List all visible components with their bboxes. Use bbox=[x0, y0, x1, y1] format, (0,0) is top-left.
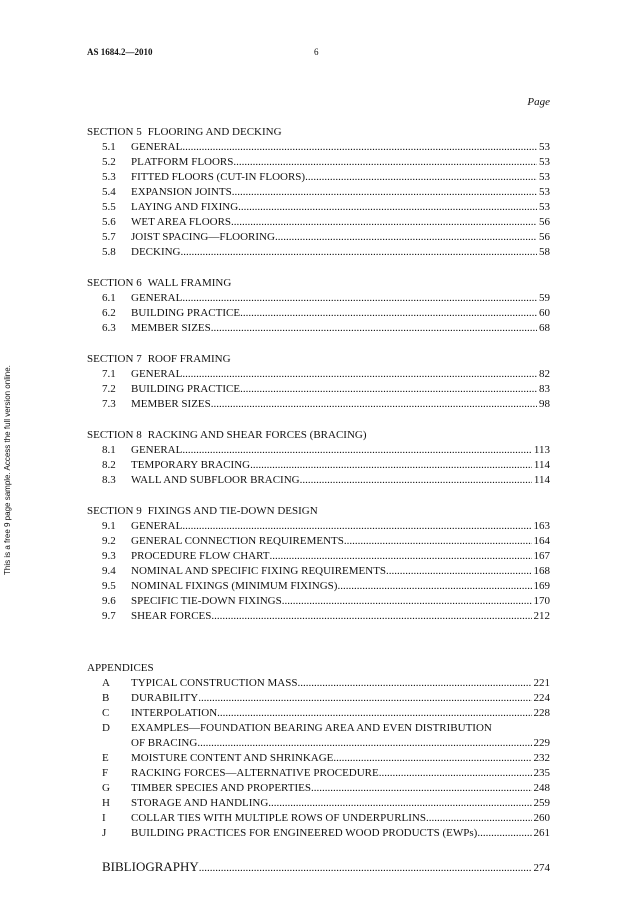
entry-title: INTERPOLATION bbox=[131, 707, 218, 719]
toc-entry[interactable] bbox=[87, 458, 550, 473]
toc-entry[interactable] bbox=[87, 306, 550, 321]
entry-number: 9.5 bbox=[102, 580, 116, 592]
entry-title: FITTED FLOORS (CUT-IN FLOORS) bbox=[131, 171, 306, 183]
appendix-entry[interactable] bbox=[87, 826, 550, 841]
leader-dots bbox=[250, 458, 532, 473]
entry-title: MOISTURE CONTENT AND SHRINKAGE bbox=[131, 752, 334, 764]
entry-title: WET AREA FLOORS bbox=[131, 216, 232, 228]
leader-dots bbox=[211, 609, 531, 624]
leader-dots bbox=[217, 706, 531, 721]
entry-number: 5.4 bbox=[102, 186, 116, 198]
appendix-entry[interactable] bbox=[87, 811, 550, 826]
toc-entry[interactable] bbox=[87, 594, 550, 609]
leader-dots bbox=[197, 736, 531, 751]
leader-dots bbox=[182, 443, 532, 458]
toc-entry[interactable] bbox=[87, 155, 550, 170]
appendix-entry[interactable] bbox=[87, 736, 550, 751]
toc-entry[interactable] bbox=[87, 140, 550, 155]
entry-page: 68 bbox=[539, 322, 550, 334]
table-of-contents bbox=[87, 124, 550, 877]
leader-dots bbox=[233, 155, 537, 170]
leader-dots bbox=[268, 796, 531, 811]
appendix-entry[interactable] bbox=[87, 766, 550, 781]
entry-page: 53 bbox=[539, 156, 550, 168]
entry-page: 53 bbox=[539, 201, 550, 213]
leader-dots bbox=[232, 185, 537, 200]
entry-page: 53 bbox=[539, 141, 550, 153]
toc-entry[interactable] bbox=[87, 367, 550, 382]
toc-entry[interactable] bbox=[87, 519, 550, 534]
entry-page: 59 bbox=[539, 292, 550, 304]
sample-notice: This is a free 9 page sample. Access the full version online. bbox=[3, 365, 12, 575]
appendix-entry[interactable] bbox=[87, 781, 550, 796]
entry-number: 9.4 bbox=[102, 565, 116, 577]
appendix-entry-first-line[interactable] bbox=[87, 721, 550, 736]
entry-page: 232 bbox=[533, 752, 550, 764]
entry-number: 5.6 bbox=[102, 216, 116, 228]
entry-title: OF BRACING bbox=[131, 737, 198, 749]
appendices-block bbox=[87, 660, 550, 841]
entry-number: 5.3 bbox=[102, 171, 116, 183]
entry-number: 9.1 bbox=[102, 520, 116, 532]
section-title: ROOF FRAMING bbox=[147, 353, 231, 365]
entry-number: F bbox=[102, 767, 109, 779]
entry-number: 5.7 bbox=[102, 231, 116, 243]
leader-dots bbox=[477, 826, 531, 841]
page-column-label: Page bbox=[527, 96, 550, 108]
entry-page: 83 bbox=[539, 383, 550, 395]
entry-page: 114 bbox=[533, 474, 550, 486]
entry-number: 7.2 bbox=[102, 383, 116, 395]
entry-number: 6.1 bbox=[102, 292, 116, 304]
entry-number: 6.3 bbox=[102, 322, 116, 334]
entry-title: TEMPORARY BRACING bbox=[131, 459, 251, 471]
section-label: SECTION 9 bbox=[87, 505, 142, 517]
toc-entry[interactable] bbox=[87, 534, 550, 549]
entry-number: 5.5 bbox=[102, 201, 116, 213]
leader-dots bbox=[282, 594, 532, 609]
sections-list bbox=[87, 124, 550, 624]
appendices-title: APPENDICES bbox=[87, 662, 154, 674]
entry-title: JOIST SPACING—FLOORING bbox=[131, 231, 275, 243]
entry-number: 7.3 bbox=[102, 398, 116, 410]
entry-page: 261 bbox=[533, 827, 550, 839]
entry-page: 56 bbox=[539, 216, 550, 228]
entry-title: PROCEDURE FLOW CHART bbox=[131, 550, 270, 562]
section-label: SECTION 5 bbox=[87, 126, 142, 138]
appendix-entry[interactable] bbox=[87, 676, 550, 691]
toc-entry[interactable] bbox=[87, 185, 550, 200]
entry-page: 224 bbox=[533, 692, 550, 704]
leader-dots bbox=[297, 676, 531, 691]
section-label: SECTION 7 bbox=[87, 353, 142, 365]
entry-title: BUILDING PRACTICES FOR ENGINEERED WOOD PRODUCTS (EWPs) bbox=[131, 827, 478, 839]
section-title: RACKING AND SHEAR FORCES (BRACING) bbox=[147, 429, 367, 441]
entry-title: NOMINAL AND SPECIFIC FIXING REQUIREMENTS bbox=[131, 565, 387, 577]
entry-title: PLATFORM FLOORS bbox=[131, 156, 234, 168]
section-heading[interactable] bbox=[87, 351, 550, 367]
entry-page: 53 bbox=[539, 186, 550, 198]
toc-entry[interactable] bbox=[87, 245, 550, 260]
leader-dots bbox=[344, 534, 532, 549]
entry-page: 98 bbox=[539, 398, 550, 410]
section-title: WALL FRAMING bbox=[147, 277, 232, 289]
entry-number: A bbox=[102, 677, 110, 689]
toc-section bbox=[87, 275, 550, 336]
entry-number: J bbox=[102, 827, 107, 839]
entry-title: GENERAL bbox=[131, 368, 183, 380]
entry-page: 168 bbox=[533, 565, 550, 577]
entry-page: 60 bbox=[539, 307, 550, 319]
entry-title: STORAGE AND HANDLING bbox=[131, 797, 269, 809]
entry-number: H bbox=[102, 797, 110, 809]
entry-title: SPECIFIC TIE-DOWN FIXINGS bbox=[131, 595, 282, 607]
toc-entry[interactable] bbox=[87, 382, 550, 397]
leader-dots bbox=[311, 781, 532, 796]
section-title: FLOORING AND DECKING bbox=[147, 126, 282, 138]
entry-page: 169 bbox=[533, 580, 550, 592]
leader-dots bbox=[333, 751, 531, 766]
toc-entry[interactable] bbox=[87, 549, 550, 564]
leader-dots bbox=[182, 140, 537, 155]
entry-title: DECKING bbox=[131, 246, 181, 258]
entry-page: 260 bbox=[533, 812, 550, 824]
entry-number: 5.1 bbox=[102, 141, 116, 153]
toc-entry[interactable] bbox=[87, 397, 550, 412]
entry-page: 167 bbox=[533, 550, 550, 562]
entry-number: C bbox=[102, 707, 110, 719]
entry-number: 9.7 bbox=[102, 610, 116, 622]
toc-section bbox=[87, 427, 550, 488]
bibliography-entry[interactable] bbox=[87, 857, 550, 877]
appendix-entry[interactable] bbox=[87, 796, 550, 811]
leader-dots bbox=[275, 230, 537, 245]
entry-title: NOMINAL FIXINGS (MINIMUM FIXINGS) bbox=[131, 580, 338, 592]
section-label: SECTION 6 bbox=[87, 277, 142, 289]
leader-dots bbox=[211, 321, 537, 336]
leader-dots bbox=[379, 766, 532, 781]
entry-number: E bbox=[102, 752, 109, 764]
entry-number: 8.1 bbox=[102, 444, 116, 456]
entry-title-line: EXAMPLES—FOUNDATION BEARING AREA AND EVEN DISTRIBUTION bbox=[131, 722, 492, 734]
entry-title: GENERAL bbox=[131, 141, 183, 153]
leader-dots bbox=[199, 858, 532, 878]
entry-page: 212 bbox=[533, 610, 550, 622]
toc-entry[interactable] bbox=[87, 321, 550, 336]
entry-page: 235 bbox=[533, 767, 550, 779]
entry-number: 9.6 bbox=[102, 595, 116, 607]
entry-page: 228 bbox=[533, 707, 550, 719]
appendix-entry[interactable] bbox=[87, 706, 550, 721]
entry-page: 53 bbox=[539, 171, 550, 183]
entry-number: 8.2 bbox=[102, 459, 116, 471]
leader-dots bbox=[337, 579, 531, 594]
leader-dots bbox=[182, 519, 531, 534]
entry-page: 229 bbox=[533, 737, 550, 749]
bibliography-title: BIBLIOGRAPHY bbox=[102, 859, 199, 874]
leader-dots bbox=[231, 215, 537, 230]
entry-page: 170 bbox=[533, 595, 550, 607]
entry-title: GENERAL bbox=[131, 520, 183, 532]
toc-entry[interactable] bbox=[87, 291, 550, 306]
entry-page: 259 bbox=[533, 797, 550, 809]
leader-dots bbox=[240, 306, 537, 321]
entry-page: 248 bbox=[533, 782, 550, 794]
section-title: FIXINGS AND TIE-DOWN DESIGN bbox=[147, 505, 318, 517]
entry-title: COLLAR TIES WITH MULTIPLE ROWS OF UNDERPURLINS bbox=[131, 812, 426, 824]
entry-page: 114 bbox=[533, 459, 550, 471]
bibliography-page: 274 bbox=[533, 862, 550, 874]
entry-title: MEMBER SIZES bbox=[131, 398, 211, 410]
entry-number: 7.1 bbox=[102, 368, 116, 380]
entry-number: 5.8 bbox=[102, 246, 116, 258]
leader-dots bbox=[211, 397, 537, 412]
leader-dots bbox=[181, 245, 538, 260]
page-number: 6 bbox=[314, 47, 319, 57]
entry-page: 221 bbox=[533, 677, 550, 689]
toc-entry[interactable] bbox=[87, 564, 550, 579]
appendix-list bbox=[87, 676, 550, 841]
entry-number: 9.3 bbox=[102, 550, 116, 562]
leader-dots bbox=[426, 811, 532, 826]
leader-dots bbox=[300, 473, 532, 488]
entry-number: G bbox=[102, 782, 110, 794]
toc-entry[interactable] bbox=[87, 443, 550, 458]
entry-title: TYPICAL CONSTRUCTION MASS bbox=[131, 677, 298, 689]
appendix-entry[interactable] bbox=[87, 691, 550, 706]
leader-dots bbox=[305, 170, 537, 185]
entry-page: 113 bbox=[533, 444, 550, 456]
leader-dots bbox=[182, 291, 537, 306]
entry-title: GENERAL bbox=[131, 292, 183, 304]
section-label: SECTION 8 bbox=[87, 429, 142, 441]
entry-page: 163 bbox=[533, 520, 550, 532]
toc-entry[interactable] bbox=[87, 215, 550, 230]
section-heading[interactable] bbox=[87, 124, 550, 140]
entry-page: 58 bbox=[539, 246, 550, 258]
entry-number: 8.3 bbox=[102, 474, 116, 486]
entry-title: EXPANSION JOINTS bbox=[131, 186, 232, 198]
entry-title: BUILDING PRACTICE bbox=[131, 307, 241, 319]
entry-number: 5.2 bbox=[102, 156, 116, 168]
toc-entry[interactable] bbox=[87, 609, 550, 624]
entry-page: 164 bbox=[533, 535, 550, 547]
entry-title: DURABILITY bbox=[131, 692, 199, 704]
entry-title: SHEAR FORCES bbox=[131, 610, 212, 622]
entry-title: WALL AND SUBFLOOR BRACING bbox=[131, 474, 300, 486]
leader-dots bbox=[240, 382, 537, 397]
document-id: AS 1684.2—2010 bbox=[87, 47, 153, 57]
entry-title: RACKING FORCES—ALTERNATIVE PROCEDURE bbox=[131, 767, 379, 779]
spacer bbox=[87, 639, 550, 660]
leader-dots bbox=[238, 200, 537, 215]
entry-number: B bbox=[102, 692, 110, 704]
leader-dots bbox=[198, 691, 531, 706]
toc-entry[interactable] bbox=[87, 579, 550, 594]
entry-number: 9.2 bbox=[102, 535, 116, 547]
entry-title: MEMBER SIZES bbox=[131, 322, 211, 334]
toc-entry[interactable] bbox=[87, 170, 550, 185]
leader-dots bbox=[182, 367, 537, 382]
toc-entry[interactable] bbox=[87, 230, 550, 245]
entry-title: GENERAL CONNECTION REQUIREMENTS bbox=[131, 535, 344, 547]
toc-section bbox=[87, 124, 550, 260]
entry-title: LAYING AND FIXING bbox=[131, 201, 239, 213]
entry-title: GENERAL bbox=[131, 444, 183, 456]
entry-page: 82 bbox=[539, 368, 550, 380]
entry-title: TIMBER SPECIES AND PROPERTIES bbox=[131, 782, 311, 794]
section-heading[interactable] bbox=[87, 427, 550, 443]
toc-entry[interactable] bbox=[87, 473, 550, 488]
leader-dots bbox=[269, 549, 531, 564]
section-heading[interactable] bbox=[87, 503, 550, 519]
section-heading[interactable] bbox=[87, 275, 550, 291]
appendix-entry[interactable] bbox=[87, 751, 550, 766]
entry-page: 56 bbox=[539, 231, 550, 243]
entry-title: BUILDING PRACTICE bbox=[131, 383, 241, 395]
toc-section bbox=[87, 351, 550, 412]
leader-dots bbox=[386, 564, 531, 579]
toc-entry[interactable] bbox=[87, 200, 550, 215]
entry-number: I bbox=[102, 812, 106, 824]
entry-number: D bbox=[102, 722, 110, 734]
toc-section bbox=[87, 503, 550, 624]
entry-number: 6.2 bbox=[102, 307, 116, 319]
